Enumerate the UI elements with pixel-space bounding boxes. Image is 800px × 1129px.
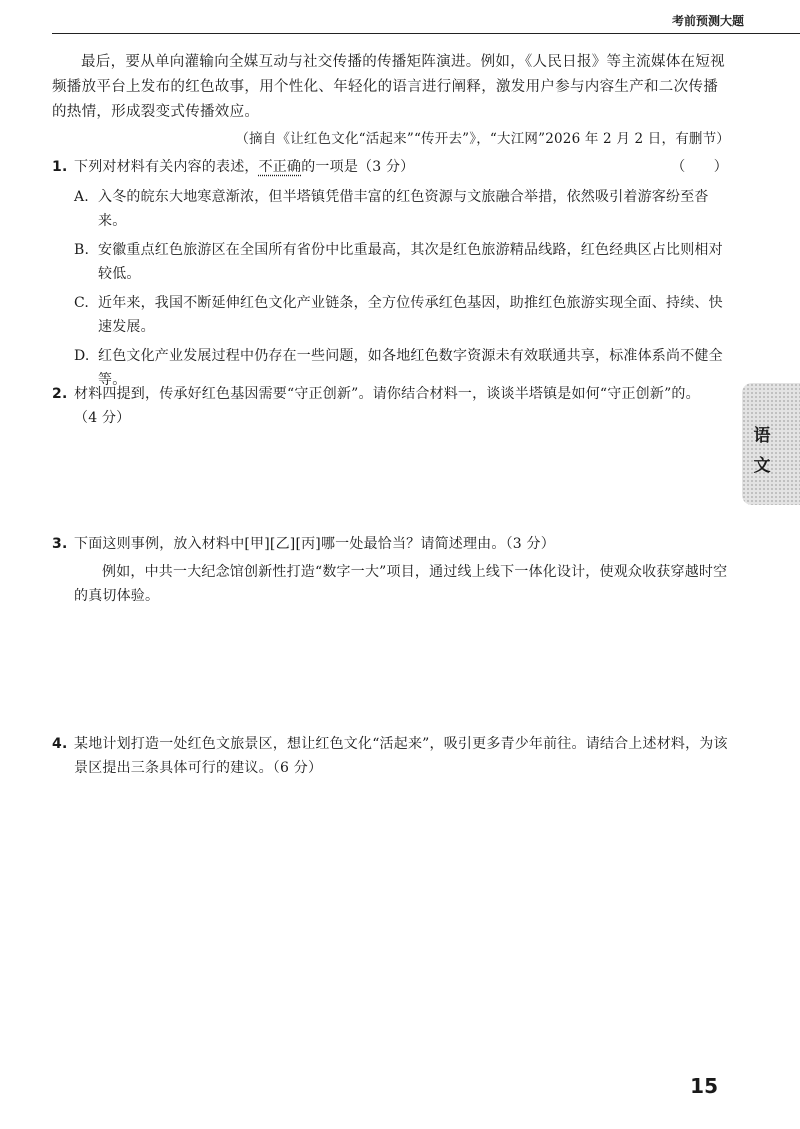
option-b[interactable]: B. 安徽重点红色旅游区在全国所有省份中比重最高，其次是红色旅游精品线路，红色经典区占比则相对较低。 xyxy=(74,242,723,282)
header-divider xyxy=(52,33,800,34)
question-stem: 某地计划打造一处红色文旅景区，想让红色文化“活起来”，吸引更多青少年前往。请结合上述材料，为该景区提出三条具体可行的建议。（6 分） xyxy=(74,736,728,776)
answer-bracket[interactable]: （ ） xyxy=(671,159,728,175)
section-header: 考前预测大题 xyxy=(671,14,744,28)
question-number: 3. xyxy=(52,536,68,552)
question-number: 4. xyxy=(52,736,68,752)
page-number: 15 xyxy=(690,1074,718,1098)
question-3 xyxy=(52,532,728,608)
option-d[interactable]: D. 红色文化产业发展过程中仍存在一些问题，如各地红色数字资源未有效联通共享，标准体系尚不健全等。 xyxy=(74,348,723,388)
subject-tab-label: 语 文 xyxy=(753,426,771,476)
question-4 xyxy=(52,732,728,780)
question-2 xyxy=(52,382,712,430)
question-1 xyxy=(52,155,728,397)
passage-paragraph: 最后，要从单向灌输向全媒互动与社交传播的传播矩阵演进。例如，《人民日报》等主流媒体在短视频播放平台上发布的红色故事，用个性化、年轻化的语言进行阐释，激发用户参与内容生产和二次传播的热情，形成裂变式传播效应。 xyxy=(52,54,725,120)
question-number: 1. xyxy=(52,159,68,175)
reading-passage xyxy=(52,50,727,125)
question-stem: 下列对材料有关内容的表述，不正确的一项是（3 分） xyxy=(74,159,415,175)
question-stem: 下面这则事例，放入材料中[甲][乙][丙]哪一处最恰当？请简述理由。（3 分） xyxy=(74,536,555,552)
question-number: 2. xyxy=(52,386,68,402)
passage-citation: （摘自《让红色文化“活起来”“传开去”》，“大江网”2026 年 2 月 2 日，有删节） xyxy=(235,131,730,147)
subject-tab xyxy=(742,383,800,505)
option-a[interactable]: A. 入冬的皖东大地寒意渐浓，但半塔镇凭借丰富的红色资源与文旅融合举措，依然吸引着游客纷至沓来。 xyxy=(74,189,709,229)
emphasis-text: 不正确 xyxy=(258,159,302,175)
question-stem: 材料四提到，传承好红色基因需要“守正创新”。请你结合材料一，谈谈半塔镇是如何“守正创新”的。（4 分） xyxy=(74,386,700,426)
example-material: 例如，中共一大纪念馆创新性打造“数字一大”项目，通过线上线下一体化设计，使观众收获穿越时空的真切体验。 xyxy=(74,564,728,604)
option-c[interactable]: C. 近年来，我国不断延伸红色文化产业链条，全方位传承红色基因，助推红色旅游实现全面、持续、快速发展。 xyxy=(74,295,723,335)
option-list xyxy=(74,185,728,392)
